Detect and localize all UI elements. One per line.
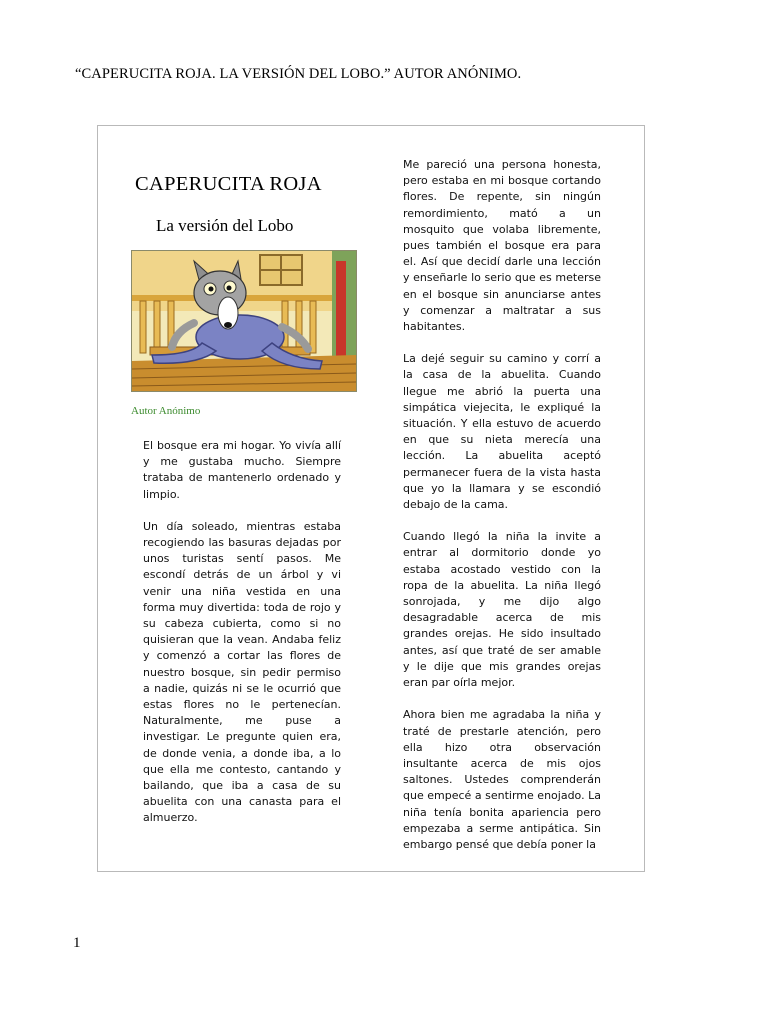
story-subtitle: La versión del Lobo xyxy=(156,216,294,235)
document-header: “CAPERUCITA ROJA. LA VERSIÓN DEL LOBO.” AUTOR ANÓNIMO. xyxy=(75,66,522,82)
story-column-left xyxy=(143,438,341,843)
story-paragraph: El bosque era mi hogar. Yo vivía allí y me gustaba mucho. Siempre trataba de mantenerlo ordenado y limpio. xyxy=(143,439,341,501)
story-paragraph: La dejé seguir su camino y corrí a la casa de la abuelita. Cuando llegue me abrió la puerta una simpática viejecita, le expliqué la situación. Y ella estuvo de acuerdo en que su nieta merecía una lección. La abuelita aceptó permanecer fuera de la vista hasta que yo la llamara y se escondió debajo de la cama. xyxy=(403,352,601,512)
story-paragraph: Me pareció una persona honesta, pero estaba en mi bosque cortando flores. De repente, sin ningún remordimiento, mató a un mosquito que volaba libremente, pues también el bosque era para el. Así que decidí darle una lección y enseñarle lo serio que es meterse en el bosque sin anunciarse antes y comenzar a maltratar a sus habitantes. xyxy=(403,158,601,334)
author-caption: Autor Anónimo xyxy=(131,405,201,417)
story-paragraph: Cuando llegó la niña la invite a entrar al dormitorio donde yo estaba acostado vestido con la ropa de la abuelita. La niña llegó sonrojada, y me dijo algo desagradable acerca de mis grandes orejas. He sido insultado antes, así que traté de ser amable y le dije que mis grandes orejas eran par oírla mejor. xyxy=(403,530,601,690)
story-paragraph: Un día soleado, mientras estaba recogiendo las basuras dejadas por unos turistas sentí pasos. Me escondí detrás de un árbol y vi venir una niña vestida en una forma muy divertida: toda de rojo y su cabeza cubierta, como si no quisieran que la vean. Andaba feliz y comenzó a cortar las flores de nuestro bosque, sin pedir permiso a nadie, quizás ni se le ocurrió que estas flores no le pertenecían. Naturalmente, me puse a investigar. Le pregunte quien era, de donde venia, a donde iba, a lo que ella me contesto, cantando y bailando, que iba a casa de su abuelita con una canasta para el almuerzo. xyxy=(143,519,341,825)
wolf-illustration-drawing xyxy=(132,251,356,391)
story-title: CAPERUCITA ROJA xyxy=(135,173,322,195)
scanned-page xyxy=(97,125,645,872)
story-paragraph: Ahora bien me agradaba la niña y traté de prestarle atención, pero ella hizo otra observación insultante acerca de mis ojos saltones. Ustedes comprenderán que empecé a sentirme enojado. La niña tenía bonita apariencia pero empezaba a serme antipática. Sin embargo pensé que debía poner la xyxy=(403,708,601,851)
wolf-illustration xyxy=(131,250,357,392)
story-column-right xyxy=(403,157,601,869)
page-number: 1 xyxy=(73,935,81,951)
